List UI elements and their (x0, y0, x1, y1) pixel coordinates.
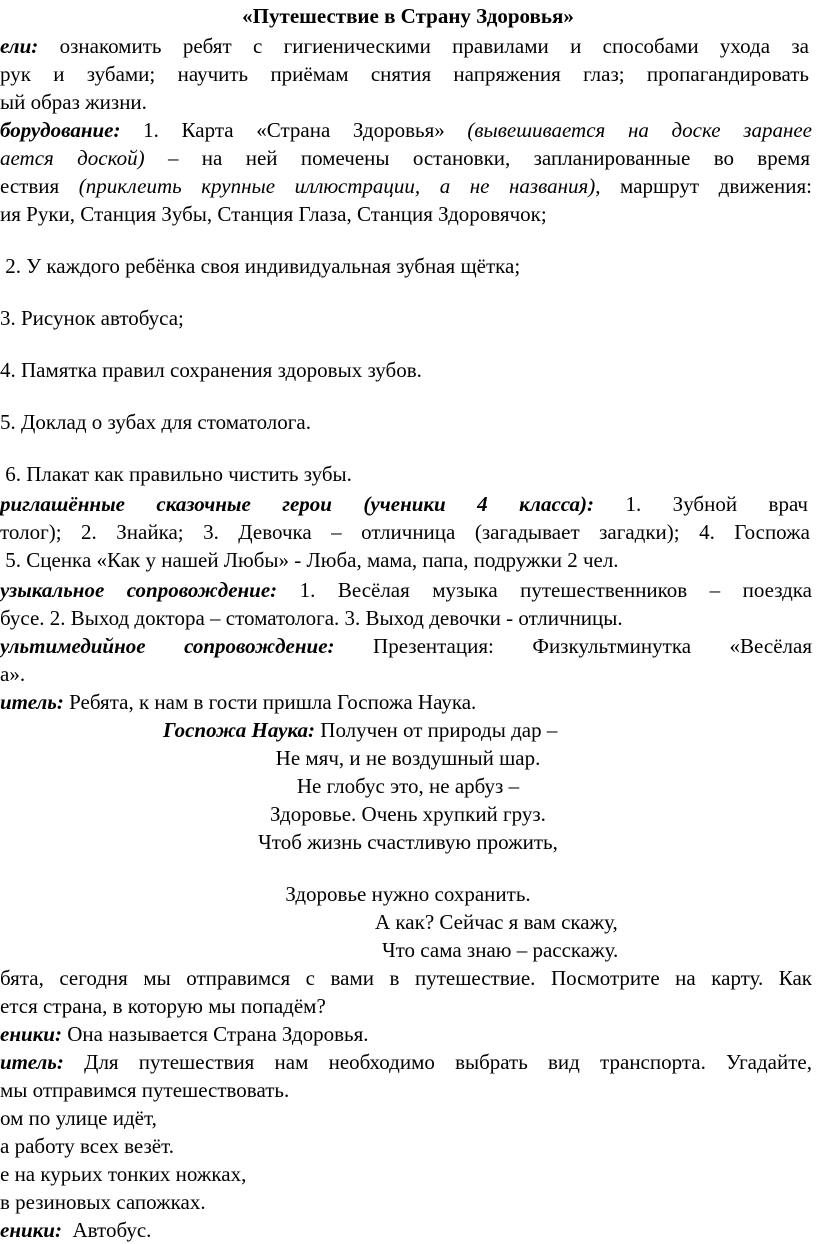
music-label: узыкальное сопровождение: (0, 578, 278, 602)
pupils-label: еники: (0, 1022, 62, 1046)
teacher2-label: итель: (0, 1050, 64, 1074)
guests-line-3: 5. Сценка «Как у нашей Любы» - Люба, мама, папа, подружки 2 чел. (0, 548, 619, 572)
riddle-line-2: а работу всех везёт. (0, 1134, 174, 1158)
poem-speaker-label: Госпожа Наука: (163, 718, 316, 742)
riddle-line-3: е на курьих тонких ножках, (0, 1162, 247, 1186)
riddle-line-4: в резиновых сапожках. (0, 1190, 206, 1214)
goals-line-1 (0, 33, 809, 59)
multimedia-label: ультимедийное сопровождение: (0, 634, 335, 658)
music-line-1 (0, 577, 812, 603)
guests-line-1 (0, 491, 808, 517)
equipment-text-1a: 1. Карта «Страна Здоровья» (120, 118, 468, 142)
equipment-line-1 (0, 117, 812, 143)
equipment-line-3 (0, 173, 812, 199)
teacher-line-1 (0, 689, 476, 715)
equipment-item-6: 6. Плакат как правильно чистить зубы. (0, 462, 352, 486)
guests-text-1: 1. Зубной врач (594, 492, 808, 516)
pupils2-text: Автобус. (61, 1218, 152, 1242)
equipment-item-5: 5. Доклад о зубах для стоматолога. (0, 410, 311, 434)
poem-line-5: Чтоб жизнь счастливую прожить, (258, 830, 558, 854)
poem-line-1 (163, 717, 557, 743)
speech-line-1: бята, сегодня мы отправимся с вами в путешествие. Посмотрите на карту. Как (0, 966, 812, 990)
teacher2-line-1 (0, 1049, 812, 1075)
equipment-text-3b: (приклеить крупные иллюстрации, а не названия) (78, 174, 596, 198)
goals-line-3: ый образ жизни. (0, 90, 147, 114)
equipment-item-4: 4. Памятка правил сохранения здоровых зубов. (0, 358, 422, 382)
poem-line-3: Не глобус это, не арбуз – (296, 774, 520, 798)
equipment-text-3c: , маршрут движения: (595, 174, 812, 198)
music-line-2: бусе. 2. Выход доктора – стоматолога. 3. Выход девочки - отличницы. (0, 606, 623, 630)
equipment-item-3: 3. Рисунок автобуса; (0, 306, 184, 330)
poem-line-6: Здоровье нужно сохранить. (285, 882, 531, 906)
teacher2-line-2: мы отправимся путешествовать. (0, 1078, 290, 1102)
equipment-text-1b: (вывешивается на доске заранее (467, 118, 812, 142)
riddle-line-1: ом по улице идёт, (0, 1106, 157, 1130)
pupils-text: Она называется Страна Здоровья. (61, 1022, 369, 1046)
equipment-text-3a: ествия (0, 174, 79, 198)
poem-line-4: Здоровье. Очень хрупкий груз. (270, 802, 546, 826)
goals-text-1: ознакомить ребят с гигиеническими правилами и способами ухода за (38, 34, 809, 58)
speech-line-2: ется страна, в которую мы попадём? (0, 994, 326, 1018)
page-title: «Путешествие в Страну Здоровья» (242, 4, 574, 28)
teacher-text: Ребята, к нам в гости пришла Госпожа Наука. (63, 690, 477, 714)
goals-line-2: рук и зубами; научить приёмам снятия напряжения глаз; пропагандировать (0, 62, 809, 86)
poem-line-8: Что сама знаю – расскажу. (382, 938, 619, 962)
teacher2-text-1: Для путешествия нам необходимо выбрать вид транспорта. Угадайте, (63, 1050, 812, 1074)
guests-line-2: толог); 2. Знайка; 3. Девочка – отличница (загадывает загадки); 4. Госпожа (0, 520, 810, 544)
multimedia-text-1: Презентация: Физкультминутка «Весёлая (334, 634, 812, 658)
poem-line-2: Не мяч, и не воздушный шар. (275, 746, 541, 770)
equipment-text-2b: – на ней помечены остановки, запланированные во время (144, 146, 810, 170)
pupils2-label: еники: (0, 1218, 62, 1242)
pupils-line-1 (0, 1021, 369, 1047)
goals-label: ели: (0, 34, 39, 58)
equipment-text-2a: ается доской) (0, 146, 145, 170)
poem-text-1: Получен от природы дар – (315, 718, 558, 742)
equipment-item-2: 2. У каждого ребёнка своя индивидуальная зубная щётка; (0, 254, 521, 278)
multimedia-line-1 (0, 633, 812, 659)
equipment-label: борудование: (0, 118, 121, 142)
music-text-1: 1. Весёлая музыка путешественников – поездка (277, 578, 813, 602)
guests-label: риглашённые сказочные герои (ученики 4 класса): (0, 492, 595, 516)
equipment-line-4: ия Руки, Станция Зубы, Станция Глаза, Станция Здоровячок; (0, 202, 547, 226)
multimedia-line-2: а». (0, 662, 26, 686)
equipment-line-2 (0, 145, 810, 171)
pupils2-line-1 (0, 1217, 151, 1243)
poem-line-7: А как? Сейчас я вам скажу, (375, 910, 618, 934)
teacher-label: итель: (0, 690, 64, 714)
